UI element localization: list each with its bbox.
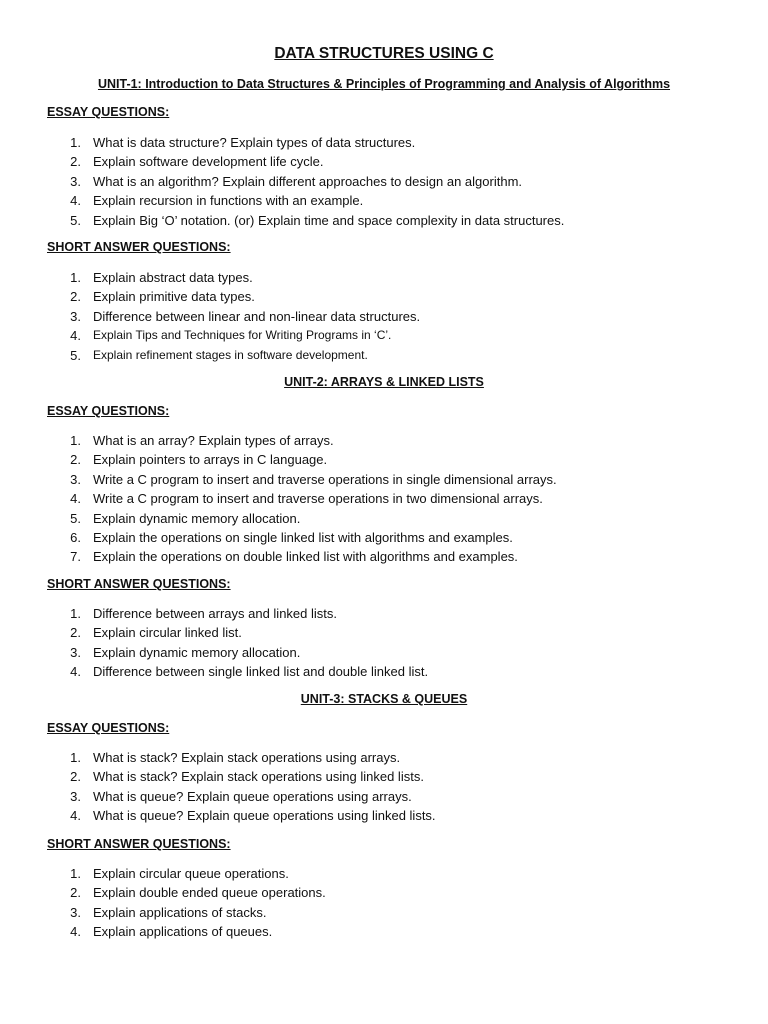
question-text: What is an array? Explain types of arrays. (93, 433, 334, 448)
list-item: 2. Explain primitive data types. (47, 287, 420, 306)
unit-1-short-list (47, 268, 420, 365)
list-item: 5. Explain refinement stages in software development. (47, 346, 420, 365)
list-item: 3. What is queue? Explain queue operations using arrays. (47, 787, 436, 806)
question-text: Explain refinement stages in software development. (93, 347, 368, 362)
list-item: 2. Explain pointers to arrays in C language. (47, 450, 557, 469)
question-text: Difference between linear and non-linear data structures. (93, 308, 421, 324)
unit-2-essay-heading: ESSAY QUESTIONS: (47, 404, 170, 418)
question-text: Explain circular queue operations. (93, 866, 289, 881)
list-item: 2. Explain software development life cycle. (47, 152, 564, 171)
list-item: 2. What is stack? Explain stack operations using linked lists. (47, 767, 436, 786)
question-text: Explain pointers to arrays in C language. (93, 452, 328, 468)
question-text: What is queue? Explain queue operations using arrays. (93, 788, 412, 804)
list-item: 4. Explain recursion in functions with an example. (47, 191, 564, 210)
list-item: 4. Difference between single linked list and double linked list. (47, 662, 428, 681)
question-text: Explain double ended queue operations. (93, 885, 326, 901)
unit-1-essay-heading: ESSAY QUESTIONS: (47, 105, 170, 119)
question-text: What is data structure? Explain types of data structures. (93, 135, 416, 150)
list-item: 1. What is an array? Explain types of arrays. (47, 431, 557, 450)
unit-3-short-heading: SHORT ANSWER QUESTIONS: (47, 837, 231, 851)
list-item: 3. Write a C program to insert and traverse operations in single dimensional arrays. (47, 470, 557, 489)
list-item: 7. Explain the operations on double linked list with algorithms and examples. (47, 547, 557, 566)
question-text: What is an algorithm? Explain different approaches to design an algorithm. (93, 173, 523, 189)
list-item: 6. Explain the operations on single linked list with algorithms and examples. (47, 528, 557, 547)
list-item: 4. Write a C program to insert and traverse operations in two dimensional arrays. (47, 489, 557, 508)
question-text: What is stack? Explain stack operations using arrays. (93, 750, 401, 765)
list-item: 3. Explain dynamic memory allocation. (47, 643, 428, 662)
list-item: 2. Explain circular linked list. (47, 623, 428, 642)
question-text: Explain circular linked list. (93, 625, 242, 641)
question-text: Write a C program to insert and traverse operations in two dimensional arrays. (93, 491, 543, 507)
document-title: DATA STRUCTURES USING C (274, 45, 494, 62)
list-item: 3. Difference between linear and non-linear data structures. (47, 307, 420, 326)
unit-1-heading: UNIT-1: Introduction to Data Structures & Principles of Programming and Analysis of Algorithms (97, 77, 671, 91)
question-text: What is stack? Explain stack operations using linked lists. (93, 769, 424, 785)
list-item: 1. Difference between arrays and linked lists. (47, 604, 428, 623)
list-item: 4. Explain applications of queues. (47, 922, 326, 941)
question-text: Explain recursion in functions with an example. (93, 193, 364, 209)
unit-3-essay-list (47, 748, 436, 826)
question-text: Explain software development life cycle. (93, 154, 324, 170)
unit-3-short-list (47, 864, 326, 942)
unit-2-short-list (47, 604, 428, 682)
question-text: Explain dynamic memory allocation. (93, 644, 301, 660)
question-text: Explain the operations on single linked list with algorithms and examples. (93, 529, 513, 545)
question-text: Explain primitive data types. (93, 289, 255, 305)
question-text: Explain the operations on double linked list with algorithms and examples. (93, 549, 518, 565)
question-text: Explain abstract data types. (93, 270, 253, 285)
unit-3-heading: UNIT-3: STACKS & QUEUES (300, 692, 468, 706)
question-text: Difference between single linked list and double linked list. (93, 664, 429, 680)
list-item: 4. What is queue? Explain queue operations using linked lists. (47, 806, 436, 825)
list-item: 1. Explain circular queue operations. (47, 864, 326, 883)
unit-3-essay-heading: ESSAY QUESTIONS: (47, 721, 170, 735)
question-text: Explain Big ‘O’ notation. (or) Explain time and space complexity in data structures. (93, 212, 565, 228)
question-text: What is queue? Explain queue operations using linked lists. (93, 808, 436, 824)
question-text: Explain applications of queues. (93, 924, 273, 940)
unit-2-essay-list (47, 431, 557, 567)
list-item: 1. Explain abstract data types. (47, 268, 420, 287)
unit-2-heading: UNIT-2: ARRAYS & LINKED LISTS (284, 375, 484, 389)
list-item: 1. What is data structure? Explain types of data structures. (47, 133, 564, 152)
list-item: 3. What is an algorithm? Explain different approaches to design an algorithm. (47, 172, 564, 191)
question-text: Explain Tips and Techniques for Writing Programs in ‘C’. (93, 328, 392, 343)
question-text: Write a C program to insert and traverse operations in single dimensional arrays. (93, 471, 557, 487)
list-item: 5. Explain dynamic memory allocation. (47, 509, 557, 528)
unit-1-short-heading: SHORT ANSWER QUESTIONS: (47, 240, 231, 254)
list-item: 3. Explain applications of stacks. (47, 903, 326, 922)
unit-2-short-heading: SHORT ANSWER QUESTIONS: (47, 577, 231, 591)
question-text: Explain applications of stacks. (93, 904, 267, 920)
list-item: 4. Explain Tips and Techniques for Writing Programs in ‘C’. (47, 326, 420, 345)
list-item: 5. Explain Big ‘O’ notation. (or) Explain time and space complexity in data structures. (47, 211, 564, 230)
question-text: Difference between arrays and linked lists. (93, 606, 337, 621)
unit-1-essay-list (47, 133, 564, 230)
list-item: 2. Explain double ended queue operations. (47, 883, 326, 902)
question-text: Explain dynamic memory allocation. (93, 510, 301, 526)
list-item: 1. What is stack? Explain stack operations using arrays. (47, 748, 436, 767)
